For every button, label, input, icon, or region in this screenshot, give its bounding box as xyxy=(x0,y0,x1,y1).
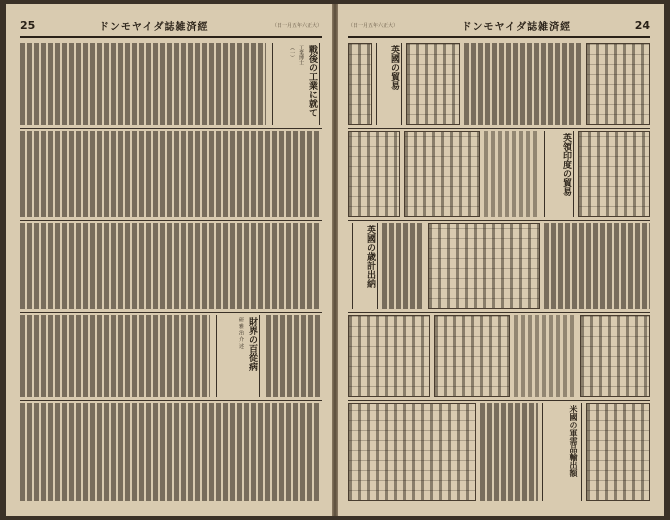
text-block xyxy=(464,43,582,125)
section-heading xyxy=(544,131,574,217)
left-page-header xyxy=(20,14,322,38)
stat-table xyxy=(586,43,650,125)
left-page xyxy=(6,4,332,516)
left-issue-date: （日一月五年六正大） xyxy=(271,22,322,29)
stat-table xyxy=(348,131,400,217)
section-title: 英領印度の貿易 xyxy=(561,133,571,196)
article-part: （一） xyxy=(289,45,295,60)
text-block xyxy=(20,315,210,397)
text-block xyxy=(484,131,540,217)
section-title: 英國の貿易 xyxy=(389,45,399,90)
article-title: 戰後の工業に就て xyxy=(307,45,317,117)
left-page-body xyxy=(20,40,322,504)
stat-table xyxy=(580,315,650,397)
text-block xyxy=(20,131,320,217)
right-page-number: 24 xyxy=(634,18,650,32)
left-page-number: 25 xyxy=(20,18,36,32)
stat-table xyxy=(348,315,430,397)
right-tier-4 xyxy=(348,312,650,401)
section-heading xyxy=(352,223,378,309)
article-author-note: 工業博士 xyxy=(298,45,304,65)
right-journal-title: ドンモヤイダ誌雑済經 xyxy=(461,21,572,33)
text-block xyxy=(382,223,424,309)
right-tier-1 xyxy=(348,40,650,129)
left-tier-1 xyxy=(20,40,322,129)
stat-table xyxy=(404,131,480,217)
magazine-spread xyxy=(6,4,664,516)
text-block xyxy=(544,223,650,309)
text-block xyxy=(266,315,322,397)
right-tier-5 xyxy=(348,400,650,504)
left-tier-2 xyxy=(20,128,322,221)
stat-table xyxy=(406,43,460,125)
stat-table xyxy=(348,43,372,125)
stat-table xyxy=(586,403,650,501)
left-journal-title: ドンモヤイダ誌雑済經 xyxy=(98,21,209,33)
stat-table xyxy=(578,131,650,217)
stat-table xyxy=(434,315,510,397)
right-tier-3 xyxy=(348,220,650,313)
article-heading xyxy=(216,315,260,397)
right-page xyxy=(338,4,664,516)
section-title: 英國の歳計出納 xyxy=(365,225,375,288)
right-tier-2 xyxy=(348,128,650,221)
text-block xyxy=(20,403,320,501)
right-page-header xyxy=(348,14,650,38)
text-block xyxy=(20,43,266,125)
stat-table xyxy=(428,223,540,309)
right-page-body xyxy=(348,40,650,504)
right-issue-date: （日一月五年六正大） xyxy=(348,22,399,29)
text-block xyxy=(514,315,576,397)
text-block xyxy=(20,223,320,309)
left-tier-5 xyxy=(20,400,322,504)
left-tier-4 xyxy=(20,312,322,401)
article-title: 財界の百從病 xyxy=(247,317,257,371)
text-block xyxy=(480,403,538,501)
section-heading xyxy=(376,43,402,125)
section-heading xyxy=(542,403,582,501)
left-tier-3 xyxy=(20,220,322,313)
stat-table xyxy=(348,403,476,501)
article-heading xyxy=(272,43,320,125)
section-title: 米國の軍需品輸出額 xyxy=(569,405,579,477)
article-author: 研 雅 治 介 述 xyxy=(238,317,244,349)
